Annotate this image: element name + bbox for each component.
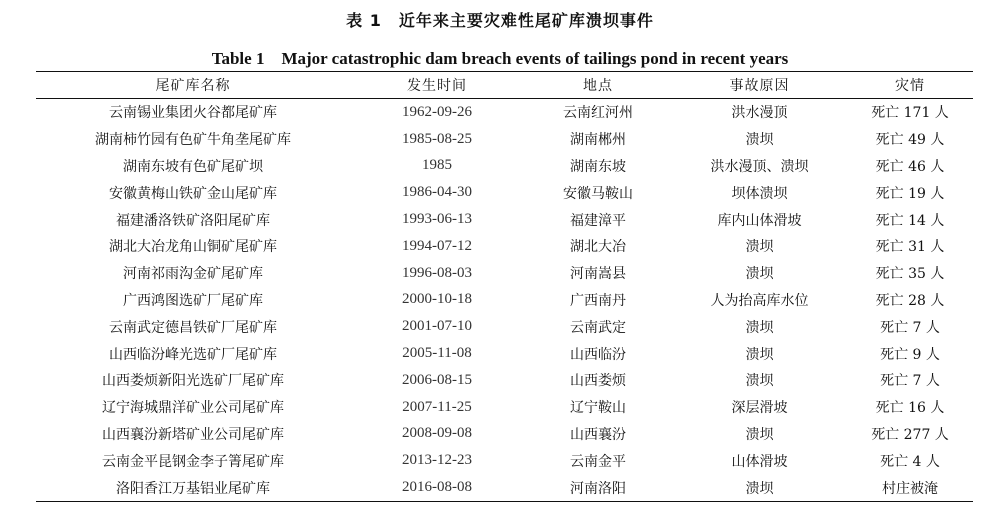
- cell-location: 河南洛阳: [570, 480, 626, 497]
- cell-date: 2008-09-08: [402, 425, 472, 442]
- cell-cause: 溃坝: [745, 266, 774, 283]
- table-row: [36, 421, 973, 448]
- table-caption-chinese: 表 1 近年来主要灾难性尾矿库溃坝事件: [346, 11, 654, 30]
- cell-date: 2007-11-25: [402, 398, 472, 415]
- table-row: [36, 260, 973, 287]
- table-row: [36, 394, 973, 421]
- cell-date: 2006-08-15: [402, 371, 472, 388]
- cell-location: 湖南东坡: [570, 158, 626, 175]
- cell-location: 云南武定: [570, 319, 626, 336]
- cell-casualties: 死亡 14 人: [875, 212, 945, 229]
- cell-date: 1985-08-25: [402, 130, 472, 147]
- header-casualties: 灾情: [847, 72, 973, 99]
- cell-casualties: 死亡 31 人: [875, 239, 945, 256]
- cell-location: 山西娄烦: [570, 373, 626, 390]
- cell-location: 广西南丹: [570, 292, 626, 309]
- cell-casualties: 死亡 46 人: [875, 158, 945, 175]
- cell-pond-name: 山西襄汾新塔矿业公司尾矿库: [102, 426, 284, 443]
- cell-pond-name: 山西娄烦新阳光选矿厂尾矿库: [102, 373, 284, 390]
- table-row: [36, 233, 973, 260]
- cell-pond-name: 湖北大冶龙角山铜矿尾矿库: [109, 239, 277, 256]
- cell-cause: 洪水漫顶、溃坝: [710, 158, 809, 175]
- cell-cause: 山体滑坡: [731, 453, 788, 470]
- cell-pond-name: 福建潘洛铁矿洛阳尾矿库: [116, 212, 270, 229]
- cell-location: 湖北大冶: [570, 239, 626, 256]
- cell-pond-name: 云南锡业集团火谷都尾矿库: [109, 105, 277, 122]
- cell-pond-name: 山西临汾峰光选矿厂尾矿库: [109, 346, 277, 363]
- table-row: [36, 367, 973, 394]
- cell-location: 山西临汾: [570, 346, 626, 363]
- cell-casualties: 死亡 7 人: [880, 319, 940, 336]
- cell-casualties: 死亡 277 人: [871, 426, 949, 443]
- table-caption-english: Table 1 Major catastrophic dam breach events of tailings pond in recent years: [211, 49, 789, 68]
- cell-cause: 溃坝: [745, 426, 774, 443]
- cell-location: 云南金平: [570, 453, 626, 470]
- table-row: [36, 474, 973, 501]
- header-date: 发生时间: [350, 72, 524, 99]
- cell-casualties: 死亡 7 人: [880, 373, 940, 390]
- cell-location: 福建漳平: [570, 212, 626, 229]
- cell-cause: 溃坝: [745, 346, 774, 363]
- cell-date: 2000-10-18: [402, 291, 472, 308]
- cell-casualties: 死亡 35 人: [875, 266, 945, 283]
- cell-cause: 坝体溃坝: [731, 185, 788, 202]
- cell-pond-name: 安徽黄梅山铁矿金山尾矿库: [109, 185, 277, 202]
- cell-cause: 洪水漫顶: [731, 105, 788, 122]
- cell-date: 1993-06-13: [402, 211, 472, 228]
- cell-cause: 深层滑坡: [731, 400, 788, 417]
- cell-cause: 溃坝: [745, 319, 774, 336]
- cell-date: 2013-12-23: [402, 452, 472, 469]
- cell-casualties: 村庄被淹: [882, 480, 938, 497]
- cell-date: 1986-04-30: [402, 184, 472, 201]
- cell-date: 1985: [422, 157, 452, 174]
- cell-date: 1994-07-12: [402, 237, 472, 254]
- header-location: 地点: [524, 72, 672, 99]
- cell-date: 2005-11-08: [402, 345, 472, 362]
- table-row: [36, 287, 973, 314]
- cell-location: 湖南郴州: [570, 132, 626, 149]
- cell-location: 河南嵩县: [570, 266, 626, 283]
- cell-pond-name: 洛阳香江万基铝业尾矿库: [116, 480, 270, 497]
- cell-pond-name: 广西鸿图选矿厂尾矿库: [123, 292, 263, 309]
- cell-pond-name: 湖南东坡有色矿尾矿坝: [123, 158, 263, 175]
- header-pond-name: 尾矿库名称: [36, 72, 350, 99]
- cell-date: 2016-08-08: [402, 479, 472, 496]
- cell-casualties: 死亡 49 人: [875, 132, 945, 149]
- cell-cause: 库内山体滑坡: [717, 212, 802, 229]
- cell-pond-name: 辽宁海城鼎洋矿业公司尾矿库: [102, 400, 284, 417]
- cell-cause: 溃坝: [745, 239, 774, 256]
- cell-location: 云南红河州: [563, 105, 633, 122]
- cell-cause: 溃坝: [745, 373, 774, 390]
- header-cause: 事故原因: [672, 72, 847, 99]
- cell-date: 2001-07-10: [402, 318, 472, 335]
- cell-pond-name: 云南武定德昌铁矿厂尾矿库: [109, 319, 277, 336]
- cell-casualties: 死亡 19 人: [875, 185, 945, 202]
- cell-casualties: 死亡 28 人: [875, 292, 945, 309]
- table-body: [36, 99, 973, 502]
- table-header-row: [36, 72, 973, 99]
- cell-pond-name: 湖南柿竹园有色矿牛角垄尾矿库: [95, 132, 291, 149]
- table-row: [36, 447, 973, 474]
- cell-casualties: 死亡 16 人: [875, 400, 945, 417]
- cell-cause: 溃坝: [745, 132, 774, 149]
- cell-cause: 人为抬高库水位: [710, 292, 809, 309]
- cell-date: 1962-09-26: [402, 103, 472, 120]
- table-row: [36, 153, 973, 180]
- cell-location: 辽宁鞍山: [570, 400, 626, 417]
- cell-location: 山西襄汾: [570, 426, 626, 443]
- cell-location: 安徽马鞍山: [563, 185, 633, 202]
- table-row: [36, 206, 973, 233]
- table-row: [36, 340, 973, 367]
- cell-cause: 溃坝: [745, 480, 774, 497]
- cell-casualties: 死亡 171 人: [871, 105, 949, 122]
- cell-date: 1996-08-03: [402, 264, 472, 281]
- table-row: [36, 179, 973, 206]
- cell-casualties: 死亡 9 人: [880, 346, 940, 363]
- table-row: [36, 99, 973, 126]
- cell-pond-name: 云南金平昆钢金李子箐尾矿库: [102, 453, 284, 470]
- cell-pond-name: 河南祁雨沟金矿尾矿库: [123, 266, 263, 283]
- table-row: [36, 126, 973, 153]
- dam-breach-events-table: [36, 71, 973, 502]
- table-row: [36, 313, 973, 340]
- cell-casualties: 死亡 4 人: [880, 453, 940, 470]
